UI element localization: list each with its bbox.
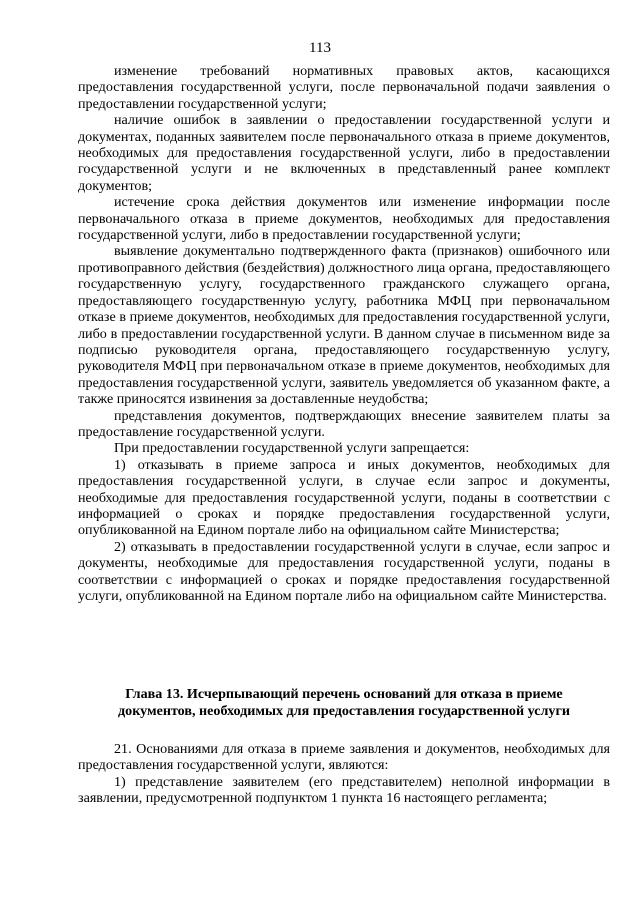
paragraph: 1) представление заявителем (его представителем) неполной информации в заявлении, предусмотренной подпунктом 1 пункта 16 настоящего регламента; — [78, 773, 610, 807]
heading-line: документов, необходимых для предоставления государственной услуги — [118, 703, 570, 719]
paragraph: 1) отказывать в приеме запроса и иных документов, необходимых для предоставления государственной услуги, в случае если запрос и документы, необходимые для предоставления государственной услуги, поданы в соответствии с информацией о сроках и порядке предоставления государственной услуги, опубликованной на Едином портале либо на официальном сайте Министерства; — [78, 456, 610, 539]
paragraph: истечение срока действия документов или изменение информации после первоначального отказа в приеме документов, необходимых для предоставления государственной услуги, либо в предоставлении государственной услуги; — [78, 194, 610, 244]
body-text-continued — [78, 741, 610, 807]
paragraph: представления документов, подтверждающих внесение заявителем платы за предоставление государственной услуги. — [78, 407, 610, 440]
paragraph: выявление документально подтвержденного факта (признаков) ошибочного или противоправного действия (бездействия) должностного лица органа, предоставляющего государственную услугу, государственного гражданского служащего органа, предоставляющего государственную услугу, работника МФЦ при первоначальном отказе в приеме документов, необходимых для предоставления государственной услуги, либо в предоставлении государственной услуги. В данном случае в письменном виде за подписью руководителя органа, предоставляющего государственную услугу, руководителя МФЦ при первоначальном отказе в приеме документов, необходимых для предоставления государственной услуги, заявитель уведомляется об указанном факте, а также приносятся извинения за доставленные неудобства; — [78, 243, 610, 408]
body-text — [78, 63, 610, 604]
paragraph: 21. Основаниями для отказа в приеме заявления и документов, необходимых для предоставления государственной услуги, являются: — [78, 741, 610, 774]
section-heading — [78, 686, 610, 720]
paragraph: наличие ошибок в заявлении о предоставлении государственной услуги и документах, поданных заявителем после первоначального отказа в приеме документов, необходимых для предоставления государственной услуги, либо в предоставлении государственной услуги и не включенных в представленный ранее комплект документов; — [78, 112, 610, 194]
paragraph: При предоставлении государственной услуги запрещается: — [114, 440, 470, 457]
paragraph: изменение требований нормативных правовых актов, касающихся предоставления государственной услуги, после первоначальной подачи заявления о предоставлении государственной услуги; — [78, 63, 610, 112]
paragraph: 2) отказывать в предоставлении государственной услуги в случае, если запрос и документы, необходимые для предоставления государственной услуги, поданы в соответствии с информацией о сроках и порядке предоставления государственной услуги, опубликованной на Едином портале либо на официальном сайте Министерства. — [78, 538, 610, 604]
heading-line: Глава 13. Исчерпывающий перечень оснований для отказа в приеме — [125, 686, 563, 702]
page-number: 113 — [309, 40, 331, 56]
